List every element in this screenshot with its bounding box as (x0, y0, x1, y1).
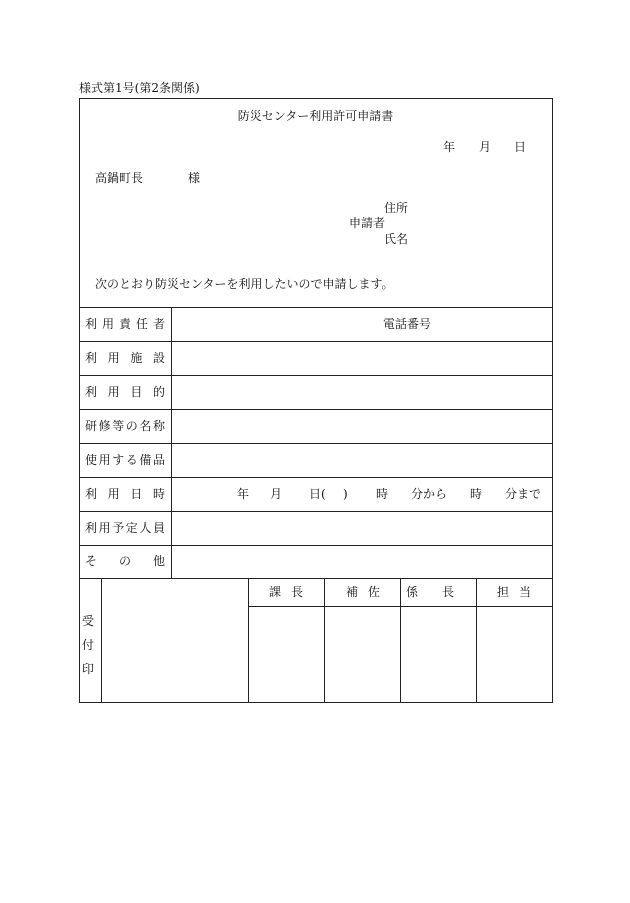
date-month-label: 月 (479, 140, 492, 154)
approval-divider (248, 578, 249, 702)
applicant-address-label: 住所 (384, 201, 409, 215)
addressee-honorific: 様 (188, 171, 201, 185)
applicant-label: 申請者 (349, 216, 386, 230)
datetime-end-minute: 分まで (505, 487, 542, 501)
datetime-month: 月 (270, 487, 283, 501)
datetime-day: 日( (309, 487, 326, 501)
table-rule (79, 477, 552, 478)
approval-staff: 担当 (497, 585, 531, 599)
label-column-divider (171, 307, 172, 578)
date-year-label: 年 (443, 140, 456, 154)
datetime-start-hour: 時 (376, 487, 389, 501)
reception-stamp-area (102, 579, 248, 701)
table-rule (79, 375, 552, 376)
approval-divider (324, 578, 325, 702)
datetime-weekday-close: ) (343, 487, 348, 501)
row-label-training-name: 研修等の名称 (85, 419, 165, 433)
approval-header-rule (248, 606, 552, 607)
phone-number-label: 電話番号 (383, 317, 432, 331)
table-rule (79, 341, 552, 342)
addressee-name: 高鍋町長 (95, 171, 144, 185)
approval-divider (476, 578, 477, 702)
form-number: 様式第1号(第2条関係) (79, 81, 200, 95)
datetime-year: 年 (237, 487, 250, 501)
table-rule (79, 511, 552, 512)
datetime-end-hour: 時 (470, 487, 483, 501)
approval-section-chief: 課長 (269, 585, 303, 599)
form-title: 防災センター利用許可申請書 (237, 109, 394, 123)
reception-stamp-label: 受付印 (81, 614, 94, 676)
row-label-attendees: 利用予定人員 (85, 521, 165, 535)
row-label-purpose: 利用目的 (85, 385, 165, 399)
table-rule (79, 545, 552, 546)
row-label-facility: 利用施設 (85, 351, 165, 365)
row-label-datetime: 利用日時 (85, 487, 165, 501)
approval-divider (400, 578, 401, 702)
row-label-other: その他 (85, 554, 165, 568)
approval-assistant: 補佐 (346, 585, 380, 599)
applicant-name-label: 氏名 (384, 232, 409, 246)
approval-subsection-chief: 係長 (406, 585, 454, 599)
row-label-equipment: 使用する備品 (85, 453, 165, 467)
datetime-start-minute: 分から (411, 487, 448, 501)
row-label-responsible-person: 利用責任者 (85, 317, 165, 331)
table-rule (79, 409, 552, 410)
application-statement: 次のとおり防災センターを利用したいので申請します。 (95, 277, 394, 291)
date-day-label: 日 (514, 140, 527, 154)
table-rule (79, 307, 552, 308)
table-rule (79, 443, 552, 444)
